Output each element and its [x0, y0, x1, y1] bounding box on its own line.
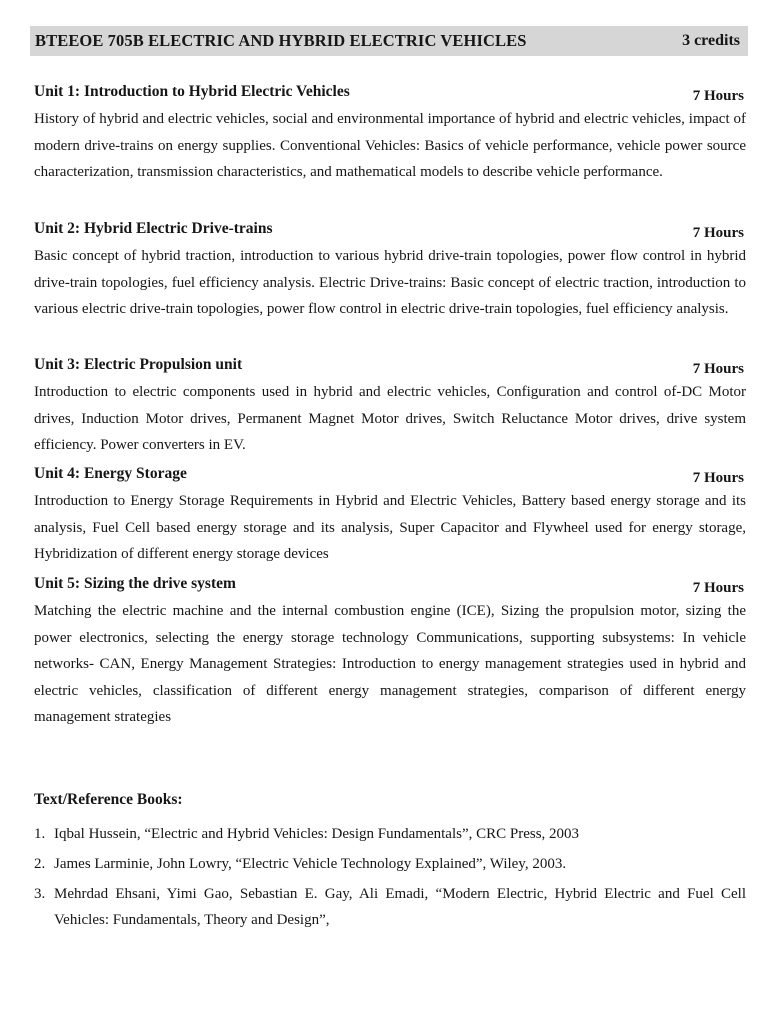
unit-3: [34, 355, 746, 459]
book-citation: Mehrdad Ehsani, Yimi Gao, Sebastian E. Gay, Ali Emadi, “Modern Electric, Hybrid Electric and Fuel Cell Vehicles: Fundamentals, Theory and Design”,: [54, 886, 746, 928]
book-citation: Iqbal Hussein, “Electric and Hybrid Vehicles: Design Fundamentals”, CRC Press, 2003: [54, 826, 580, 842]
unit-description: Introduction to electric components used in hybrid and electric vehicles, Configuration and control of-DC Motor drives, Induction Motor drives, Permanent Magnet Motor drives, Switch Reluctance Motor drives, drive system efficiency. Power converters in EV.: [34, 384, 746, 453]
unit-4: [34, 464, 746, 568]
unit-hours: 7 Hours: [692, 470, 744, 486]
unit-description: Basic concept of hybrid traction, introduction to various hybrid drive-train topologies, power flow control in hybrid drive-train topologies, fuel efficiency analysis. Electric Drive-trains: Basic concept of electric traction, introduction to various electric drive-train topologies, power flow control in electric drive-train topologies, fuel efficiency analysis.: [34, 248, 746, 317]
unit-title: Unit 3: Electric Propulsion unit: [34, 356, 243, 373]
reference-books: [34, 791, 746, 937]
unit-title: Unit 1: Introduction to Hybrid Electric Vehicles: [34, 83, 350, 100]
unit-description: Introduction to Energy Storage Requirements in Hybrid and Electric Vehicles, Battery based energy storage and its analysis, Fuel Cell based energy storage and its analysis, Super Capacitor and Flywheel used for energy storage, Hybridization of different energy storage devices: [34, 493, 746, 562]
unit-hours: 7 Hours: [692, 580, 744, 596]
unit-hours: 7 Hours: [692, 225, 744, 241]
unit-title: Unit 4: Energy Storage: [34, 465, 187, 482]
unit-hours: 7 Hours: [692, 88, 744, 104]
list-item: [34, 881, 746, 933]
unit-description: History of hybrid and electric vehicles, social and environmental importance of hybrid and electric vehicles, impact of modern drive-trains on energy supplies. Conventional Vehicles: Basics of vehicle performance, vehicle power source characterization, transmission characteristics, and mathematical models to describe vehicle performance.: [34, 111, 746, 180]
unit-5: [34, 574, 746, 731]
unit-2: [34, 219, 746, 323]
course-title: BTEEOE 705B ELECTRIC AND HYBRID ELECTRIC VEHICLES: [35, 31, 527, 50]
course-header: [30, 26, 748, 56]
unit-description: Matching the electric machine and the internal combustion engine (ICE), Sizing the propulsion motor, sizing the power electronics, selecting the energy storage technology Communications, supporting subsystems: In vehicle networks- CAN, Energy Management Strategies: Introduction to energy management strategies used in hybrid and electric vehicles, classification of different energy management strategies, comparison of different energy management strategies: [34, 603, 746, 725]
books-list: [34, 821, 746, 933]
book-number: 1.: [34, 826, 46, 842]
book-number: 3.: [34, 886, 46, 902]
unit-title: Unit 2: Hybrid Electric Drive-trains: [34, 220, 273, 237]
book-citation: James Larminie, John Lowry, “Electric Vehicle Technology Explained”, Wiley, 2003.: [54, 856, 567, 872]
list-item: [34, 821, 746, 847]
list-item: [34, 851, 746, 877]
course-credits: 3 credits: [682, 32, 740, 49]
unit-title: Unit 5: Sizing the drive system: [34, 575, 236, 592]
unit-hours: 7 Hours: [692, 361, 744, 377]
books-heading: Text/Reference Books:: [34, 791, 183, 808]
book-number: 2.: [34, 856, 46, 872]
unit-1: [34, 82, 746, 186]
